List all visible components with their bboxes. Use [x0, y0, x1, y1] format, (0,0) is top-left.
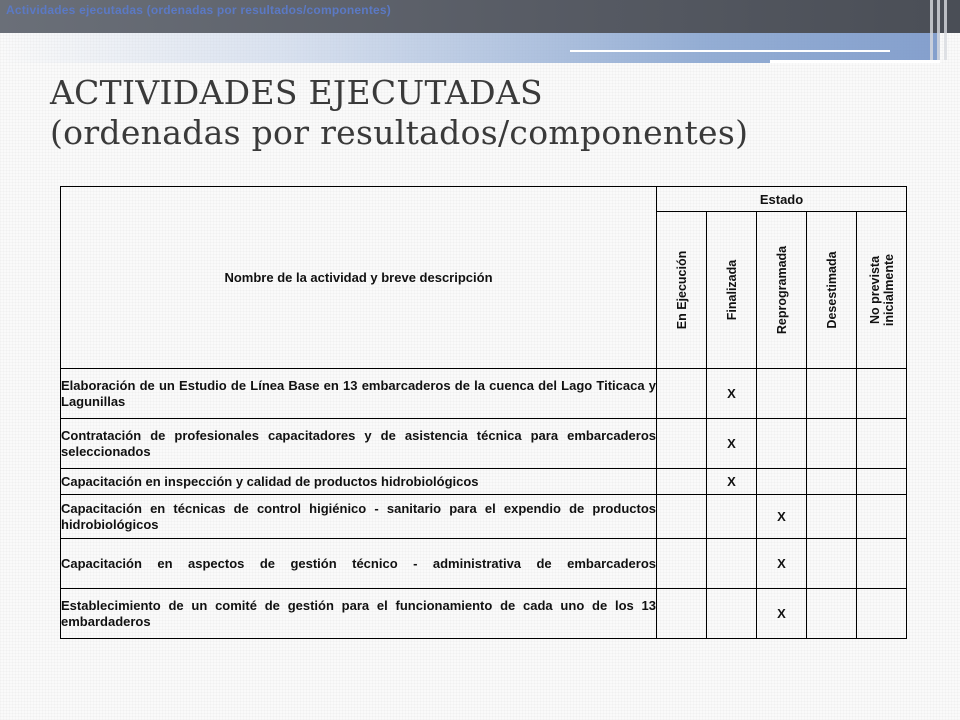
activity-name-header: Nombre de la actividad y breve descripción	[61, 187, 657, 369]
status-cell	[657, 469, 707, 495]
activity-description: Elaboración de un Estudio de Línea Base en 13 embarcaderos de la cuenca del Lago Titicaca y Lagunillas	[61, 369, 657, 419]
activity-description: Contratación de profesionales capacitadores y de asistencia técnica para embarcaderos seleccionados	[61, 419, 657, 469]
status-cell	[857, 539, 907, 589]
edge-lines	[930, 0, 952, 60]
activity-description: Capacitación en técnicas de control higiénico - sanitario para el expendio de productos hidrobiológicos	[61, 495, 657, 539]
status-cell	[807, 369, 857, 419]
activity-description: Establecimiento de un comité de gestión para el funcionamiento de cada uno de los 13 embardaderos	[61, 589, 657, 639]
status-mark: X	[707, 419, 757, 469]
status-mark: X	[707, 369, 757, 419]
accent-line	[570, 50, 890, 52]
status-mark: X	[757, 495, 807, 539]
status-mark: X	[757, 589, 807, 639]
status-mark: X	[757, 539, 807, 589]
status-cell	[807, 539, 857, 589]
table-row	[61, 469, 907, 495]
title-line-1: ACTIVIDADES EJECUTADAS	[50, 73, 543, 112]
status-header	[857, 212, 907, 369]
status-header-label: No prevista inicialmente	[867, 253, 896, 327]
status-cell	[657, 419, 707, 469]
title-line-2: (ordenadas por resultados/componentes)	[50, 113, 749, 152]
table-row	[61, 589, 907, 639]
table-row	[61, 495, 907, 539]
status-header-label: Desestimada	[824, 251, 839, 329]
status-cell	[807, 495, 857, 539]
activities-table	[60, 186, 907, 639]
accent-line	[770, 60, 940, 63]
status-cell	[657, 539, 707, 589]
status-cell	[857, 469, 907, 495]
status-cell	[707, 539, 757, 589]
page-title	[50, 73, 748, 153]
status-cell	[857, 495, 907, 539]
accent-bar	[0, 33, 940, 63]
status-mark: X	[707, 469, 757, 495]
table-row	[61, 369, 907, 419]
status-cell	[657, 589, 707, 639]
status-header-label: En Ejecución	[674, 250, 689, 330]
status-header	[707, 212, 757, 369]
status-cell	[757, 369, 807, 419]
status-header	[657, 212, 707, 369]
activity-description: Capacitación en inspección y calidad de productos hidrobiológicos	[61, 469, 657, 495]
table-row	[61, 419, 907, 469]
table-row	[61, 539, 907, 589]
status-group-header: Estado	[657, 187, 907, 212]
status-header-label: Finalizada	[724, 259, 739, 321]
status-cell	[757, 419, 807, 469]
status-header	[807, 212, 857, 369]
header-bar	[0, 0, 960, 33]
status-cell	[857, 589, 907, 639]
activity-description: Capacitación en aspectos de gestión técnico - administrativa de embarcaderos	[61, 539, 657, 589]
status-cell	[757, 469, 807, 495]
status-header	[757, 212, 807, 369]
status-cell	[807, 469, 857, 495]
status-cell	[657, 369, 707, 419]
status-cell	[807, 419, 857, 469]
status-cell	[707, 495, 757, 539]
status-cell	[857, 369, 907, 419]
header-label: Actividades ejecutadas (ordenadas por resultados/componentes)	[6, 3, 391, 17]
status-cell	[857, 419, 907, 469]
status-cell	[807, 589, 857, 639]
status-cell	[707, 589, 757, 639]
status-cell	[657, 495, 707, 539]
status-header-label: Reprogramada	[774, 245, 789, 335]
